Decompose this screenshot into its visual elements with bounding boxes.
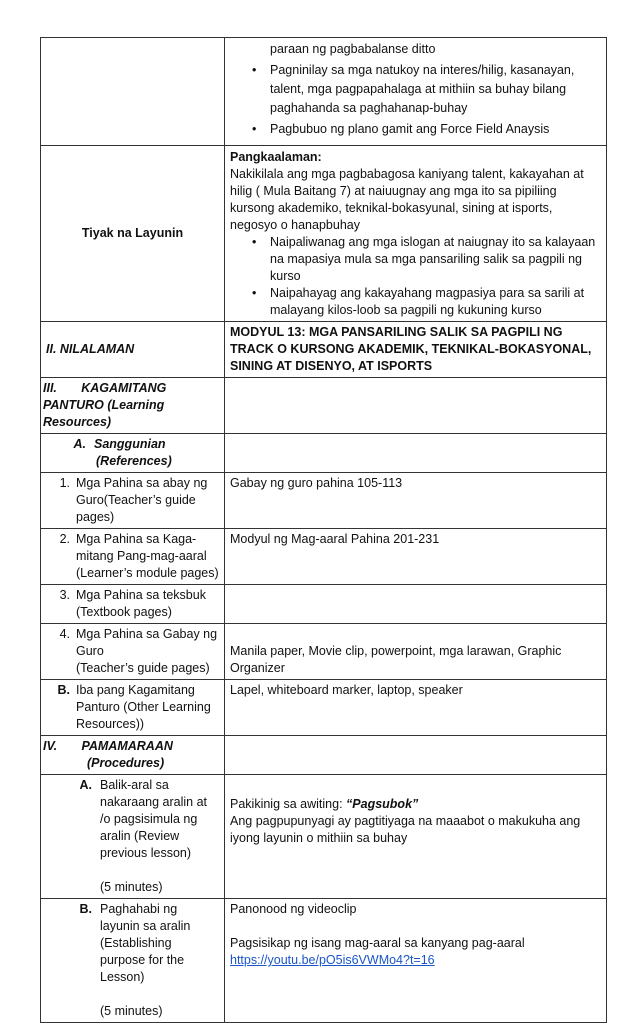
ref-label: Mga Pahina sa abay ng Guro(Teacher’s guide pages) bbox=[76, 476, 208, 524]
procedure-time: (5 minutes) bbox=[100, 880, 163, 894]
procedure-value-line2: Pagsisikap ng isang mag-aaral sa kanyang pag-aaral bbox=[230, 936, 525, 950]
procedure-label: Paghahabi ng layunin sa aralin (Establishing purpose for the Lesson) bbox=[100, 902, 191, 984]
sanggunian-letter: A. bbox=[73, 437, 86, 451]
top-row-content bbox=[225, 38, 607, 146]
ref-number: 3. bbox=[59, 588, 70, 602]
pamamaraan-label-line2: (Procedures) bbox=[87, 756, 165, 770]
kagamitan-label-line2: PANTURO (Learning Resources) bbox=[43, 398, 165, 429]
ref-label: Mga Pahina sa teksbuk (Textbook pages) bbox=[76, 588, 206, 619]
song-title: “Pagsubok” bbox=[346, 797, 419, 811]
kagamitan-label bbox=[41, 378, 225, 434]
table-row bbox=[41, 529, 607, 585]
table-row bbox=[41, 624, 607, 680]
ref-label: Mga Pahina sa Gabay ng Guro bbox=[76, 627, 218, 658]
table-row bbox=[41, 899, 607, 1023]
ref-value: Manila paper, Movie clip, powerpoint, mga larawan, Graphic Organizer bbox=[230, 644, 562, 675]
sanggunian-row bbox=[41, 434, 607, 473]
procedure-label: Balik-aral sa nakaraang aralin at /o pagsisimula ng aralin (Review previous lesson) bbox=[100, 778, 208, 860]
procedure-value-line1: Panonood ng videoclip bbox=[230, 902, 357, 916]
pamamaraan-value bbox=[225, 736, 607, 775]
layunin-heading: Pangkaalaman: bbox=[230, 150, 322, 164]
layunin-label: Tiyak na Layunin bbox=[41, 146, 225, 322]
procedure-value-body: Ang pagpupunyagi ay pagtitiyaga na maaabot o makukuha ang iyong layunin o mithiin sa buhay bbox=[230, 814, 581, 845]
list-item: • Pagninilay sa mga natukoy na interes/hilig, kasanayan, talent, mga pagpapahalaga at mithiin sa buhay bilang paghahanda sa paghahanap-buhay bbox=[270, 61, 601, 118]
layunin-paragraph: Nakikilala ang mga pagbabagosa kaniyang talent, kakayahan at hilig ( Mula Baitang 7) at naiuugnay ang mga ito sa pipiliing kursong akademiko, teknikal-bokasyunal, sining at isports, negosyo o hanapbuhay bbox=[230, 167, 584, 232]
ref-value: Gabay ng guro pahina 105-113 bbox=[225, 473, 607, 529]
lesson-plan-table bbox=[40, 37, 607, 1023]
nilalaman-row bbox=[41, 322, 607, 378]
procedure-letter: A. bbox=[79, 778, 92, 792]
ref-number: 2. bbox=[59, 532, 70, 546]
nilalaman-value: MODYUL 13: MGA PANSARILING SALIK SA PAGPILI NG TRACK O KURSONG AKADEMIK, TEKNIKAL-BOKASYONAL, SINING AT DISENYO, AT ISPORTS bbox=[225, 322, 607, 378]
ref-number: 1. bbox=[59, 476, 70, 490]
table-row bbox=[41, 585, 607, 624]
layunin-content bbox=[225, 146, 607, 322]
kagamitan-value bbox=[225, 378, 607, 434]
list-item: paraan ng pagbabalanse ditto bbox=[270, 42, 436, 56]
list-item: • Naipahayag ang kakayahang magpasiya para sa sarili at malayang kilos-loob sa pagpili ng kukuning kurso bbox=[270, 285, 601, 319]
procedure-value-line: Pakikinig sa awiting: “Pagsubok” bbox=[230, 797, 419, 811]
list-item: • Naipaliwanag ang mga islogan at naiugnay ito sa kalayaan na mapasiya mula sa mga pansariling salik sa pagpili ng kurso bbox=[270, 234, 601, 285]
ref-label-sub: (Teacher’s guide pages) bbox=[76, 661, 210, 675]
nilalaman-label: II. NILALAMAN bbox=[41, 322, 225, 378]
kagamitan-label-line1: III. KAGAMITANG bbox=[43, 381, 167, 395]
kagamitan-row bbox=[41, 378, 607, 434]
procedure-letter: B. bbox=[79, 902, 92, 916]
pamamaraan-label-line1: IV. PAMAMARAAN bbox=[43, 739, 173, 753]
ref-value: Lapel, whiteboard marker, laptop, speaker bbox=[225, 680, 607, 736]
pamamaraan-row bbox=[41, 736, 607, 775]
video-link[interactable]: https://youtu.be/pO5is6VWMo4?t=16 bbox=[230, 953, 435, 967]
ref-label: Mga Pahina sa Kaga-mitang Pang-mag-aaral (Learner’s module pages) bbox=[76, 532, 219, 580]
sanggunian-value bbox=[225, 434, 607, 473]
layunin-row bbox=[41, 146, 607, 322]
table-row bbox=[41, 775, 607, 899]
table-row bbox=[41, 680, 607, 736]
procedure-time: (5 minutes) bbox=[100, 1004, 163, 1018]
sanggunian-label bbox=[41, 434, 225, 473]
sanggunian-label-line2: (References) bbox=[96, 454, 172, 468]
top-row-label bbox=[41, 38, 225, 146]
list-item: • Pagbubuo ng plano gamit ang Force Field Anaysis bbox=[270, 120, 601, 139]
sanggunian-label-line1: Sanggunian bbox=[94, 437, 166, 451]
ref-number: B. bbox=[57, 683, 70, 697]
table-row bbox=[41, 473, 607, 529]
ref-label: Iba pang Kagamitang Panturo (Other Learning Resources)) bbox=[76, 683, 211, 731]
ref-number: 4. bbox=[59, 627, 70, 641]
pamamaraan-label bbox=[41, 736, 225, 775]
ref-value: Modyul ng Mag-aaral Pahina 201-231 bbox=[225, 529, 607, 585]
top-row bbox=[41, 38, 607, 146]
ref-value bbox=[225, 585, 607, 624]
